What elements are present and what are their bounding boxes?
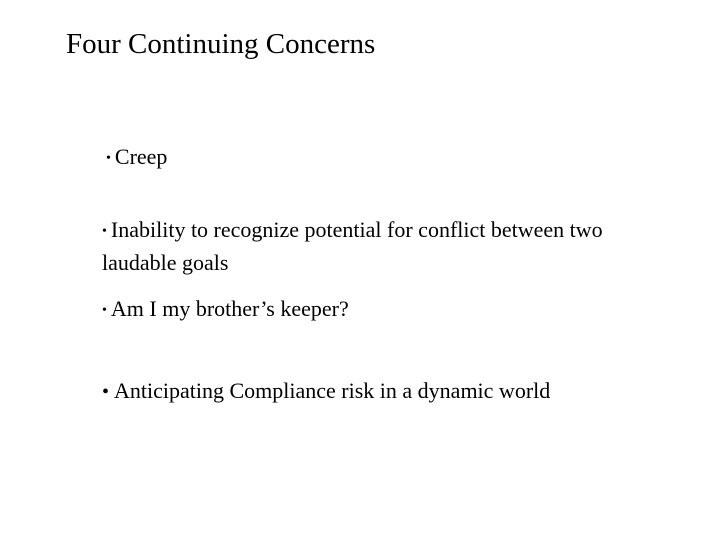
bullet-text: Am I my brother’s keeper? bbox=[110, 296, 349, 321]
bullet-line bbox=[102, 214, 603, 247]
bullet-text-continuation: laudable goals bbox=[102, 250, 229, 275]
bullet-item bbox=[106, 141, 167, 174]
bullet-text: Creep bbox=[114, 144, 168, 169]
slide-title: Four Continuing Concerns bbox=[66, 28, 376, 60]
bullet-text: Inability to recognize potential for conflict between two bbox=[110, 217, 603, 242]
bullet-item bbox=[102, 375, 550, 408]
bullet-text: Anticipating Compliance risk in a dynamic world bbox=[114, 378, 551, 403]
bullet-dot: • bbox=[102, 303, 107, 318]
bullet-item bbox=[102, 293, 349, 326]
bullet-dot: • bbox=[102, 224, 107, 239]
bullet-item bbox=[102, 214, 603, 278]
bullet-dot: • bbox=[102, 381, 110, 403]
bullet-dot: • bbox=[106, 151, 111, 166]
